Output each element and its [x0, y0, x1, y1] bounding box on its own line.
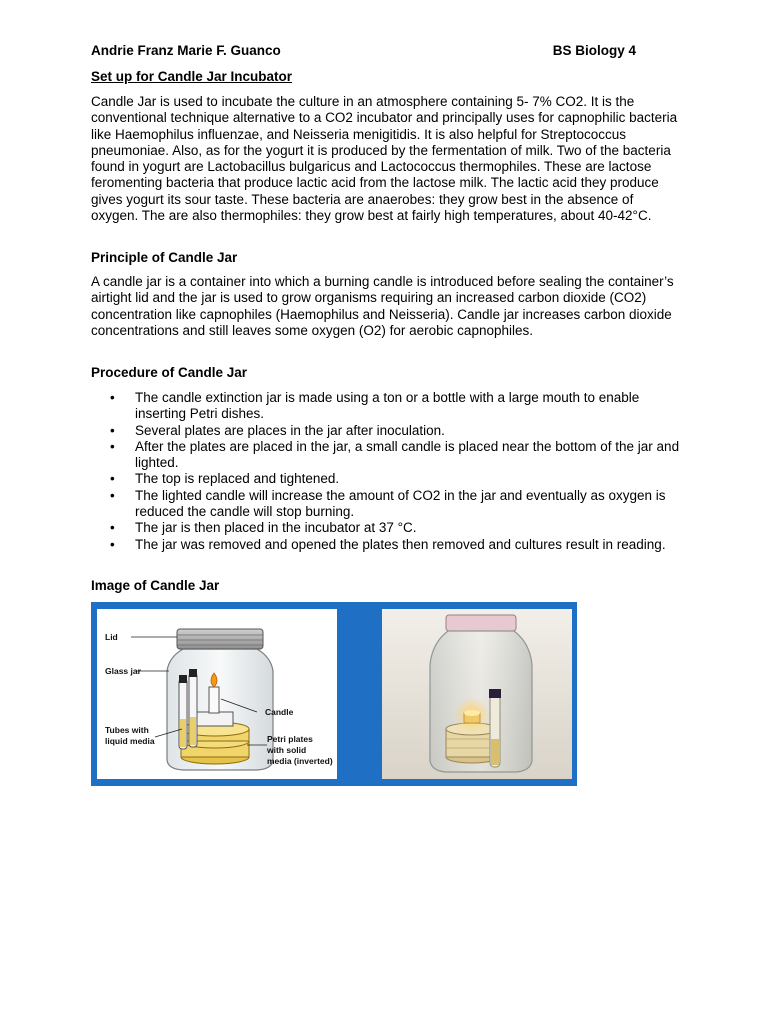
candle-shape — [209, 687, 219, 713]
image-heading: Image of Candle Jar — [91, 578, 220, 593]
bullet-icon: • — [110, 487, 115, 503]
candle-jar-diagram — [97, 609, 337, 779]
author-name: Andrie Franz Marie F. Guanco — [91, 43, 281, 58]
step-text: The candle extinction jar is made using a ton or a bottle with a large mouth to enable inserting Petri dishes. — [135, 390, 640, 422]
jar-photo-svg — [382, 609, 572, 779]
label-petri-line2: with solid — [267, 745, 307, 755]
step-text: The jar was removed and opened the plates then removed and cultures result in reading. — [135, 536, 666, 552]
label-glass-jar: Glass jar — [105, 666, 141, 676]
bullet-icon: • — [110, 422, 115, 438]
step-text: Several plates are places in the jar after inoculation. — [135, 422, 445, 438]
list-item — [91, 390, 680, 423]
principle-heading: Principle of Candle Jar — [91, 250, 238, 265]
list-item — [91, 439, 680, 472]
candle-jar-figure — [91, 602, 577, 786]
course-label: BS Biology 4 — [552, 43, 636, 58]
label-lid: Lid — [105, 632, 118, 642]
list-item — [91, 520, 680, 536]
step-text: The top is replaced and tightened. — [135, 471, 340, 487]
step-text: The jar is then placed in the incubator at 37 °C. — [135, 520, 417, 536]
list-item — [91, 423, 680, 439]
label-petri-line3: media (inverted) — [267, 756, 333, 766]
bullet-icon: • — [110, 520, 115, 536]
procedure-list — [91, 390, 691, 553]
bullet-icon: • — [110, 536, 115, 552]
lid-shape — [177, 629, 263, 649]
label-tubes-line2: liquid media — [105, 736, 155, 746]
principle-paragraph: A candle jar is a container into which a burning candle is introduced before sealing the container’s airtight lid and the jar is used to grow organisms requiring an increased carbon dioxide (CO2) concentration like capnophiles (Haemophilus and Neisseria). Candle jar increases carbon dioxide concentrations and still leaves some oxygen (O2) for aerobic capnophiles. — [91, 274, 674, 338]
candle-jar-photo — [382, 609, 572, 779]
bullet-icon: • — [110, 390, 115, 405]
label-tubes-line1: Tubes with — [105, 725, 149, 735]
document-title: Set up for Candle Jar Incubator — [91, 69, 293, 84]
jar-diagram-svg — [97, 609, 337, 779]
list-item — [91, 488, 680, 521]
list-item — [91, 471, 680, 487]
list-item — [91, 537, 680, 553]
procedure-heading: Procedure of Candle Jar — [91, 365, 248, 380]
step-text: After the plates are placed in the jar, a small candle is placed near the bottom of the jar and lighted. — [135, 438, 680, 471]
bullet-icon: • — [110, 438, 115, 454]
label-petri-line1: Petri plates — [267, 734, 313, 744]
intro-paragraph: Candle Jar is used to incubate the culture in an atmosphere containing 5- 7% CO2. It is the conventional technique alternative to a CO2 incubator and principally uses for capnophilic bacteria like Haemophilus influenzae, and Neisseria menigitidis. It is also helpful for Streptococcus pneumoniae. Also, as for the yogurt it is produced by the fermentation of milk. Two of the bacteria found in yogurt are Lactobacillus bulgaricus and Lactococcus thermophiles. These are lactose feromenting bacteria that produce lactic acid from the lactose milk. The lactic acid they produce gives yogurt its sour taste. These bacteria are anaerobes: they grow best in the absence of oxygen. The are also thermophiles: they grow best at fairly high temperatures, about 40-42°C. — [91, 94, 678, 224]
bullet-icon: • — [110, 471, 115, 487]
step-text: The lighted candle will increase the amount of CO2 in the jar and eventually as oxygen is reduced the candle will stop burning. — [135, 487, 666, 520]
document-header — [91, 43, 636, 61]
label-candle: Candle — [265, 707, 294, 717]
